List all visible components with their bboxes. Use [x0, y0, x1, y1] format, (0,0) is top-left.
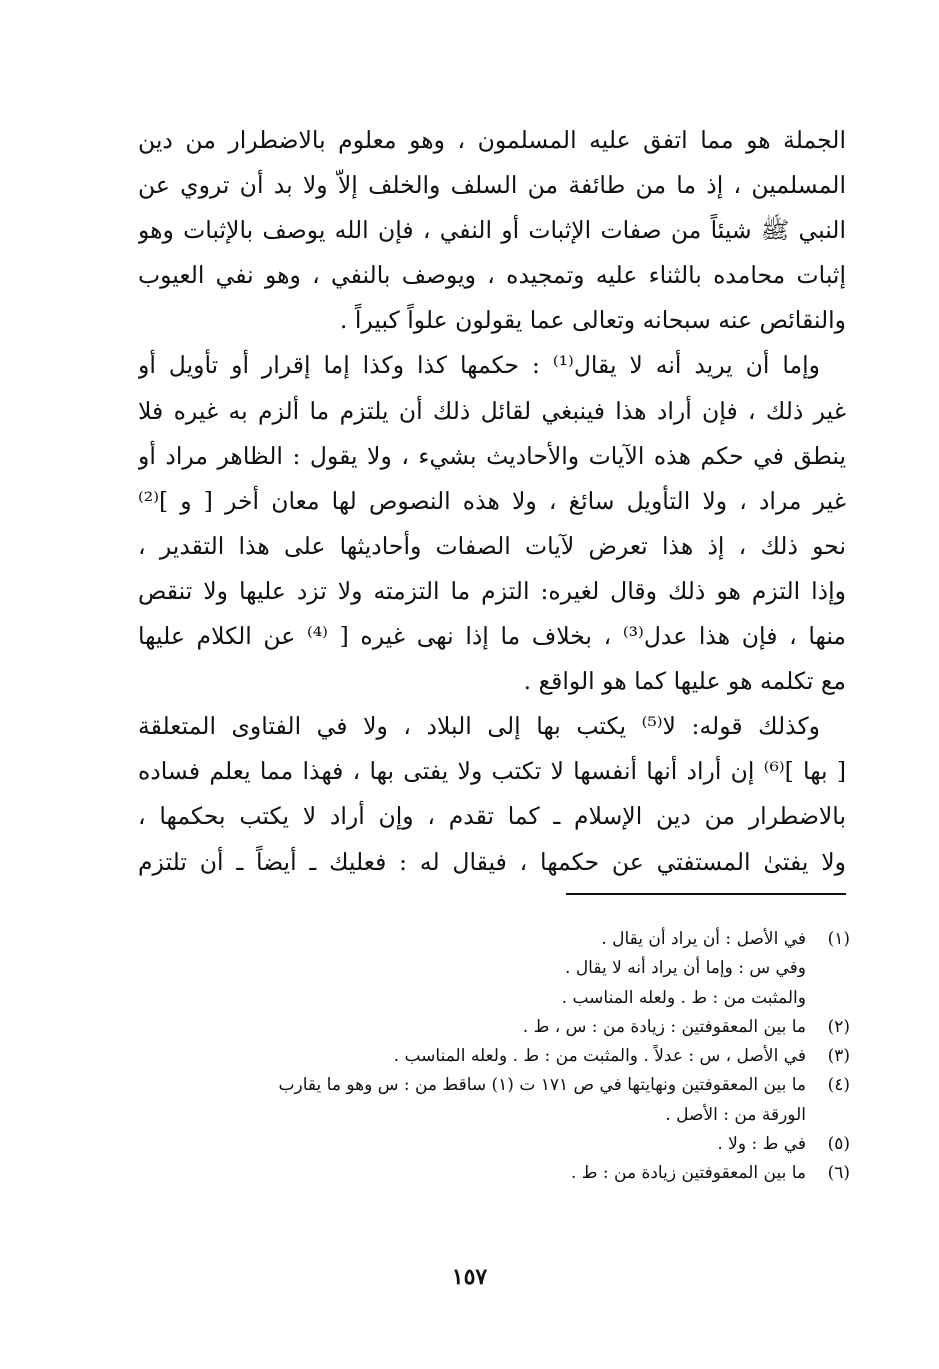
footnote-separator: [566, 893, 846, 895]
text-line: النبي ﷺ شيئاً من صفات الإثبات أو النفي ، فإن الله يوصف بالإثبات وهو: [138, 216, 846, 245]
footnote-number: (٥): [827, 1134, 850, 1155]
text-line: والنقائص عنه سبحانه وتعالى عما يقولون علواً كبيراً .: [339, 306, 846, 335]
text-line: غير ذلك ، فإن أراد هذا فينبغي لقائل ذلك أن يلتزم ما ألزم به غيره فلا: [138, 396, 846, 425]
footnote-line: [138, 1101, 850, 1130]
footnote-line: [138, 1130, 850, 1159]
footnote-number: (٦): [827, 1163, 850, 1184]
footnote-line: [138, 1013, 850, 1042]
text-line: الجملة هو مما اتفق عليه المسلمون ، وهو معلوم بالاضطرار من دين: [138, 126, 846, 154]
footnote-text: الورقة من : الأصل .: [665, 1104, 806, 1125]
footnote-text: في الأصل ، س : عدلاً . والمثبت من : ط . ولعله المناسب .: [393, 1046, 806, 1067]
main-text: [138, 118, 846, 885]
text-line: بالاضطرار من دين الإسلام ـ كما تقدم ، وإن أراد لا يكتب بحكمها ،: [138, 802, 846, 831]
footnote-line: [138, 1071, 850, 1100]
footnote-line: [138, 1159, 850, 1188]
footnote-line: [138, 1042, 850, 1071]
text-line: وإذا التزم هو ذلك وقال لغيره: التزم ما التزمته ولا تزد عليها ولا تنقص: [138, 576, 846, 605]
text-line: المسلمين ، إذ ما من طائفة من السلف والخلف إلاّ ولا بد أن تروي عن: [138, 171, 846, 200]
footnote-line: [138, 954, 850, 983]
page-number: ١٥٧: [451, 1264, 488, 1290]
footnote-text: ما بين المعقوفتين ونهايتها في ص ١٧١ ت (١) ساقط من : س وهو ما يقارب: [278, 1075, 806, 1096]
footnote-number: (١): [827, 929, 850, 949]
footnote-number: (٤): [827, 1075, 850, 1096]
text-line: نحو ذلك ، إذ هذا تعرض لآيات الصفات وأحاديثها على هذا التقدير ،: [138, 531, 846, 560]
footnote-text: وفي س : وإما أن يراد أنه لا يقال .: [565, 958, 806, 979]
footnote-text: ما بين المعقوفتين زيادة من : ط .: [570, 1163, 806, 1184]
footnotes: [138, 925, 850, 1189]
footnote-line: [138, 925, 850, 954]
footnote-line: [138, 984, 850, 1013]
text-line: وكذلك قوله: لا⁽⁵⁾ يكتب بها إلى البلاد ، ولا في الفتاوى المتعلقة: [138, 712, 820, 741]
text-line: منها ، فإن هذا عدل⁽³⁾ ، بخلاف ما إذا نهى غيره [ ⁽⁴⁾ عن الكلام عليها: [138, 622, 846, 651]
text-line: غير مراد ، ولا التأويل سائغ ، ولا هذه النصوص لها معان أخر [ و ]⁽²⁾: [138, 486, 846, 515]
footnote-number: (٢): [827, 1016, 850, 1037]
footnote-number: (٣): [827, 1046, 850, 1067]
footnote-text: في الأصل : أن يراد أن يقال .: [601, 929, 806, 949]
footnote-text: في ط : ولا .: [717, 1134, 806, 1155]
footnote-text: والمثبت من : ط . ولعله المناسب .: [561, 987, 806, 1008]
footnote-text: ما بين المعقوفتين : زيادة من : س ، ط .: [522, 1016, 806, 1037]
text-line: إثبات محامده بالثناء عليه وتمجيده ، ويوصف بالنفي ، وهو نفي العيوب: [138, 261, 846, 290]
text-line: [ بها ]⁽⁶⁾ إن أراد أنها أنفسها لا تكتب ولا يفتى بها ، فهذا مما يعلم فساده: [138, 757, 846, 786]
text-line: ينطق في حكم هذه الآيات والأحاديث بشيء ، ولا يقول : الظاهر مراد أو: [138, 441, 846, 470]
text-line: وإما أن يريد أنه لا يقال⁽¹⁾ : حكمها كذا وكذا إما إقرار أو تأويل أو: [138, 351, 820, 380]
text-line: مع تكلمه هو عليها كما هو الواقع .: [523, 667, 846, 696]
text-line: ولا يفتىٰ المستفتي عن حكمها ، فيقال له : فعليك ـ أيضاً ـ أن تلتزم: [138, 847, 846, 876]
